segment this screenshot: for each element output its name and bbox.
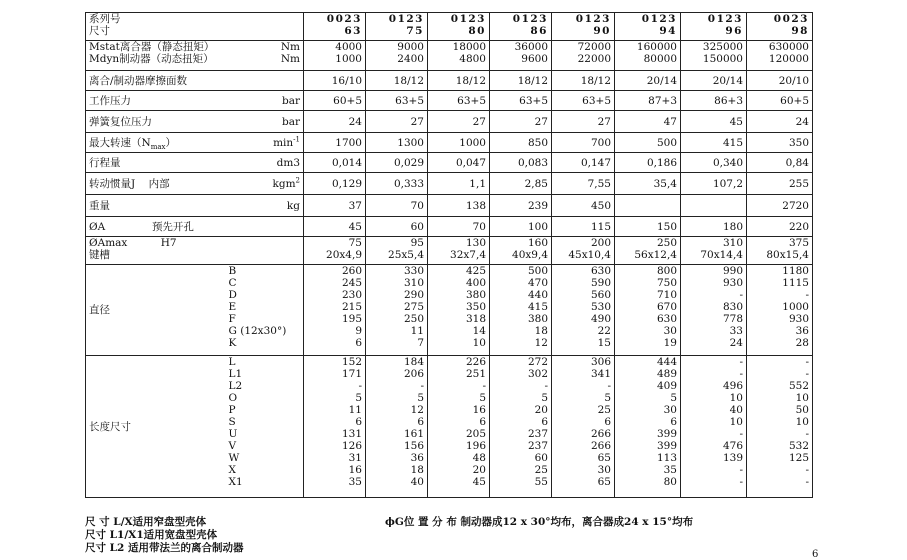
- diameter-col-4: [490, 265, 552, 356]
- length-value: 444: [656, 356, 677, 368]
- stroke-label: 行程量: [86, 153, 226, 173]
- length-value: 237: [527, 428, 548, 440]
- diameter-value: 18: [534, 325, 548, 337]
- length-block: [86, 356, 813, 498]
- speed-row: 最大转速$(N_{max})$ $\min^{-1}$ 1700 1300 1000 850 700 500 415 350: [86, 133, 813, 153]
- length-value: -: [805, 428, 809, 440]
- series-col-5: 0123 90: [552, 13, 615, 41]
- max-bore-label: ØAmax H7 键槽: [86, 237, 226, 265]
- length-value: 16: [472, 404, 486, 416]
- length-value: 50: [795, 404, 809, 416]
- diameter-value: 230: [341, 289, 362, 301]
- length-value: 161: [403, 428, 424, 440]
- diameter-value: 590: [590, 277, 611, 289]
- diameter-value: 290: [403, 289, 424, 301]
- diameter-value: 830: [722, 301, 743, 313]
- diameter-value: 710: [656, 289, 677, 301]
- diameter-block: [86, 265, 813, 356]
- length-col-3: [428, 356, 490, 498]
- keyway-label: 键槽: [89, 249, 110, 261]
- diameter-value: 778: [722, 313, 743, 325]
- diameter-value: 930: [722, 277, 743, 289]
- length-value: 10: [795, 392, 809, 404]
- length-value: 31: [348, 452, 362, 464]
- speed-unit: $\min^{-1}$: [226, 133, 304, 153]
- length-value: 11: [348, 404, 362, 416]
- length-value: 10: [729, 416, 743, 428]
- diameter-value: 990: [722, 265, 743, 277]
- diameter-param: K: [228, 337, 237, 349]
- series-col-3: 0123 80: [428, 13, 490, 41]
- length-param: S: [228, 416, 236, 428]
- length-value: 6: [541, 416, 548, 428]
- length-param: W: [228, 452, 240, 464]
- length-value: 226: [465, 356, 486, 368]
- length-value: -: [482, 380, 486, 392]
- length-col-1: [304, 356, 366, 498]
- diameter-value: 670: [656, 301, 677, 313]
- diameter-value: 260: [341, 265, 362, 277]
- length-value: 25: [534, 464, 548, 476]
- length-value: -: [739, 368, 743, 380]
- diameter-value: 9: [355, 325, 362, 337]
- diameter-params: [226, 265, 304, 356]
- length-value: 5: [670, 392, 677, 404]
- diameter-value: 275: [403, 301, 424, 313]
- length-value: -: [739, 356, 743, 368]
- footnote-l2: 尺寸 L2 适用带法兰的离合制动器: [85, 542, 244, 554]
- length-label: 长度尺寸: [86, 356, 226, 498]
- length-value: 113: [656, 452, 677, 464]
- speed-label: 最大转速$(N_{max})$: [86, 133, 226, 153]
- length-value: 35: [348, 476, 362, 488]
- length-param: L1: [228, 368, 243, 380]
- length-value: 45: [472, 476, 486, 488]
- series-col-4: 0123 86: [490, 13, 552, 41]
- mdyn-label: Mdyn制动器（动态扭矩）: [89, 53, 214, 65]
- inertia-label: 转动惯量J 内部: [86, 173, 226, 195]
- diameter-value: 250: [403, 313, 424, 325]
- weight-row: 重量 kg 37 70 138 239 450 2720: [86, 195, 813, 217]
- length-value: 341: [590, 368, 611, 380]
- length-value: 409: [656, 380, 677, 392]
- footnotes: [85, 516, 244, 555]
- friction-row: 离合/制动器摩擦面数 16/10 18/12 18/12 18/12 18/12 20/14 20/14 20/10: [86, 71, 813, 91]
- series-col-6: 0123 94: [615, 13, 681, 41]
- diameter-param: B: [228, 265, 237, 277]
- length-value: 237: [527, 440, 548, 452]
- series-col-1: 0023 63: [304, 13, 366, 41]
- length-value: 10: [729, 392, 743, 404]
- length-value: 205: [465, 428, 486, 440]
- diameter-value: 28: [795, 337, 809, 349]
- length-value: 6: [604, 416, 611, 428]
- diameter-col-7: [681, 265, 747, 356]
- diameter-value: 380: [465, 289, 486, 301]
- length-value: 6: [355, 416, 362, 428]
- length-value: 5: [541, 392, 548, 404]
- length-value: 5: [604, 392, 611, 404]
- length-value: -: [607, 380, 611, 392]
- spec-sheet: [85, 12, 812, 498]
- length-value: -: [739, 476, 743, 488]
- inertia-row: 转动惯量J 内部 kgm$^2$ 0,129 0,333 1,1 2,85 7,55 35,4 107,2 255: [86, 173, 813, 195]
- length-value: 266: [590, 428, 611, 440]
- length-value: 25: [597, 404, 611, 416]
- length-value: 48: [472, 452, 486, 464]
- length-value: -: [805, 464, 809, 476]
- length-value: 10: [795, 416, 809, 428]
- length-value: 12: [410, 404, 424, 416]
- pressure-label: 工作压力: [86, 91, 226, 111]
- length-value: 80: [663, 476, 677, 488]
- length-col-4: [490, 356, 552, 498]
- diameter-value: 750: [656, 277, 677, 289]
- length-params: [226, 356, 304, 498]
- inertia-unit: kgm$^2$: [226, 173, 304, 195]
- spring-label: 弹簧复位压力: [86, 111, 226, 133]
- friction-label: 离合/制动器摩擦面数: [86, 71, 226, 91]
- diameter-value: -: [805, 289, 809, 301]
- diameter-col-1: [304, 265, 366, 356]
- diameter-value: -: [739, 289, 743, 301]
- length-value: 6: [670, 416, 677, 428]
- diameter-value: 15: [597, 337, 611, 349]
- length-value: 20: [534, 404, 548, 416]
- diameter-value: 318: [465, 313, 486, 325]
- diameter-value: 36: [795, 325, 809, 337]
- footnote-l-x: 尺 寸 L/X适用窄盘型壳体: [85, 516, 207, 528]
- length-value: -: [805, 476, 809, 488]
- length-value: 152: [341, 356, 362, 368]
- diameter-col-5: [552, 265, 615, 356]
- diameter-value: 330: [403, 265, 424, 277]
- length-param: P: [228, 404, 236, 416]
- diameter-value: 310: [403, 277, 424, 289]
- length-value: 18: [410, 464, 424, 476]
- length-param: X: [228, 464, 236, 476]
- diameter-label: 直径: [86, 265, 226, 356]
- pre-bore-label: ØA 预先开孔: [86, 217, 226, 237]
- pre-bore-row: ØA 预先开孔 45 60 70 100 115 150 180 220: [86, 217, 813, 237]
- length-col-6: [615, 356, 681, 498]
- length-value: 196: [465, 440, 486, 452]
- length-value: 156: [403, 440, 424, 452]
- length-value: 489: [656, 368, 677, 380]
- diameter-col-6: [615, 265, 681, 356]
- length-value: 40: [410, 476, 424, 488]
- length-value: 184: [403, 356, 424, 368]
- diameter-value: 30: [663, 325, 677, 337]
- length-col-5: [552, 356, 615, 498]
- diameter-value: 22: [597, 325, 611, 337]
- diameter-value: 11: [410, 325, 424, 337]
- diameter-value: 195: [341, 313, 362, 325]
- diameter-value: 12: [534, 337, 548, 349]
- diameter-col-2: [366, 265, 428, 356]
- diameter-value: 630: [656, 313, 677, 325]
- length-value: 60: [534, 452, 548, 464]
- diameter-value: 800: [656, 265, 677, 277]
- length-value: 532: [788, 440, 809, 452]
- diameter-param: E: [228, 301, 237, 313]
- length-value: 399: [656, 440, 677, 452]
- length-value: 55: [534, 476, 548, 488]
- length-value: 35: [663, 464, 677, 476]
- torque-row: Mstat离合器（静态扭矩） Mdyn制动器（动态扭矩） Nm Nm 4000 1000 9000 2400 18000 4800 36000 9600 72000 22000 160000 80000 325000 150000 630000 120000: [86, 41, 813, 71]
- length-param: X1: [228, 476, 243, 488]
- diameter-value: 215: [341, 301, 362, 313]
- diameter-value: 630: [590, 265, 611, 277]
- length-col-8: [747, 356, 813, 498]
- diameter-param: F: [228, 313, 236, 325]
- diameter-value: 470: [527, 277, 548, 289]
- length-value: 251: [465, 368, 486, 380]
- diameter-param: C: [228, 277, 237, 289]
- diameter-value: 33: [729, 325, 743, 337]
- length-param: U: [228, 428, 238, 440]
- diameter-value: 14: [472, 325, 486, 337]
- length-value: 65: [597, 476, 611, 488]
- footnote-g-position: ϕG位 置 分 布 制动器成12 x 30°均布，离合器成24 x 15°均布: [385, 516, 694, 528]
- diameter-value: 350: [465, 301, 486, 313]
- diameter-col-8: [747, 265, 813, 356]
- series-col-2: 0123 75: [366, 13, 428, 41]
- length-value: 40: [729, 404, 743, 416]
- length-value: -: [805, 368, 809, 380]
- diameter-value: 7: [417, 337, 424, 349]
- diameter-value: 19: [663, 337, 677, 349]
- diameter-value: 400: [465, 277, 486, 289]
- weight-label: 重量: [86, 195, 226, 217]
- length-param: L2: [228, 380, 243, 392]
- length-value: -: [739, 464, 743, 476]
- length-value: -: [420, 380, 424, 392]
- length-value: 206: [403, 368, 424, 380]
- length-value: 272: [527, 356, 548, 368]
- length-value: 131: [341, 428, 362, 440]
- length-value: 16: [348, 464, 362, 476]
- diameter-value: 490: [590, 313, 611, 325]
- length-col-7: [681, 356, 747, 498]
- footnote-l1-x1: 尺寸 L1/X1适用宽盘型壳体: [85, 529, 218, 541]
- length-value: 302: [527, 368, 548, 380]
- series-header-row: [86, 13, 813, 41]
- max-bore-row: ØAmax H7 键槽 75 20x4,9 95 25x5,4 130 32x7,4 160 40x9,4 200 45x10,4 250 56x12,4 310 70x14,4 375 80x15,4: [86, 237, 813, 265]
- series-col-7: 0123 96: [681, 13, 747, 41]
- diameter-col-3: [428, 265, 490, 356]
- diameter-value: 380: [527, 313, 548, 325]
- diameter-value: 930: [788, 313, 809, 325]
- diameter-value: 530: [590, 301, 611, 313]
- diameter-value: 1000: [782, 301, 809, 313]
- length-value: 65: [597, 452, 611, 464]
- length-value: 171: [341, 368, 362, 380]
- series-col-8: 0023 98: [747, 13, 813, 41]
- diameter-value: 1115: [782, 277, 809, 289]
- length-param: V: [228, 440, 237, 452]
- length-value: 6: [417, 416, 424, 428]
- length-value: 5: [417, 392, 424, 404]
- mstat-label: Mstat离合器（静态扭矩）: [89, 41, 215, 53]
- length-value: 125: [788, 452, 809, 464]
- length-value: 5: [355, 392, 362, 404]
- length-value: 6: [479, 416, 486, 428]
- length-value: 306: [590, 356, 611, 368]
- diameter-value: 24: [729, 337, 743, 349]
- length-value: 5: [479, 392, 486, 404]
- length-value: 30: [597, 464, 611, 476]
- page-corner-mark: 6: [812, 549, 819, 560]
- length-value: 139: [722, 452, 743, 464]
- diameter-value: 10: [472, 337, 486, 349]
- length-value: -: [739, 428, 743, 440]
- length-value: 476: [722, 440, 743, 452]
- length-value: -: [358, 380, 362, 392]
- length-value: 496: [722, 380, 743, 392]
- diameter-value: 560: [590, 289, 611, 301]
- length-param: O: [228, 392, 238, 404]
- spec-table: [85, 12, 813, 498]
- length-value: -: [544, 380, 548, 392]
- length-value: 30: [663, 404, 677, 416]
- diameter-value: 415: [527, 301, 548, 313]
- length-value: 552: [788, 380, 809, 392]
- length-value: 126: [341, 440, 362, 452]
- length-param: L: [228, 356, 236, 368]
- length-col-2: [366, 356, 428, 498]
- diameter-param: D: [228, 289, 237, 301]
- diameter-param: G (12x30°): [228, 325, 287, 337]
- diameter-value: 425: [465, 265, 486, 277]
- stroke-row: 行程量 dm3 0,014 0,029 0,047 0,083 0,147 0,186 0,340 0,84: [86, 153, 813, 173]
- diameter-value: 245: [341, 277, 362, 289]
- length-value: -: [805, 356, 809, 368]
- diameter-value: 440: [527, 289, 548, 301]
- diameter-value: 500: [527, 265, 548, 277]
- spring-row: 弹簧复位压力 bar 24 27 27 27 27 47 45 24: [86, 111, 813, 133]
- length-value: 36: [410, 452, 424, 464]
- series-header-label: 系列号 尺寸: [86, 13, 226, 41]
- length-value: 399: [656, 428, 677, 440]
- pressure-row: 工作压力 bar 60+5 63+5 63+5 63+5 63+5 87+3 86+3 60+5: [86, 91, 813, 111]
- diameter-value: 1180: [782, 265, 809, 277]
- length-value: 20: [472, 464, 486, 476]
- length-value: 266: [590, 440, 611, 452]
- diameter-value: 6: [355, 337, 362, 349]
